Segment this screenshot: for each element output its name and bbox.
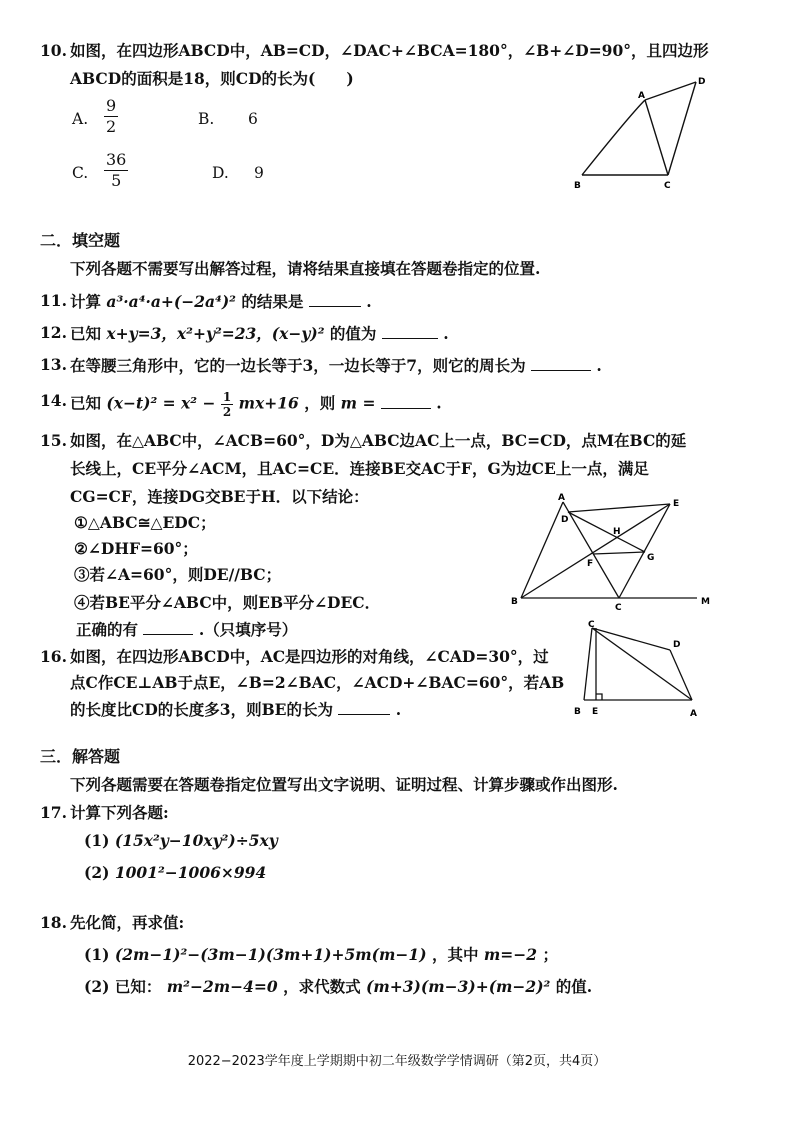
q14-text (70, 390, 442, 419)
q16-figure (568, 620, 708, 720)
q15-answer-blank[interactable] (143, 618, 193, 635)
q14-expression-left: (x−t)² = x² − (106, 393, 216, 413)
q16-line3-text: 的长度比CD的长度多3，则BE的长为 (70, 700, 333, 719)
q14-fraction-denominator: 2 (222, 405, 232, 419)
q18-part1-after: ，其中 (431, 945, 479, 964)
q16-line2: 点C作CE⊥AB于点E，∠B=2∠BAC，∠ACD+∠BAC=60°，若AB (70, 673, 565, 692)
q18-part2 (84, 976, 592, 998)
q18-part1-condition: m=−2 (483, 945, 538, 964)
q18-number: 18. (40, 913, 67, 932)
page-footer: 2022−2023学年度上学期期中初二年级数学学情调研（第2页，共4页） (187, 1054, 607, 1069)
q13-end: . (596, 356, 602, 375)
q15-line3: CG=CF，连接DG交BE于H．以下结论： (70, 487, 369, 506)
q13-text (70, 354, 602, 377)
q12-end: . (443, 324, 449, 343)
q10-option-a-denominator: 2 (106, 117, 117, 136)
q12-text-before: 已知 (70, 324, 102, 343)
q16-label-c: C (588, 620, 595, 630)
q18-part2-before: 已知： (114, 977, 162, 996)
q14-variable: m = (340, 393, 376, 413)
q11-answer-blank[interactable] (309, 290, 361, 307)
q15-conclusion-3: ③若∠A=60°，则DE//BC； (74, 565, 282, 584)
q12-text (70, 322, 449, 345)
q15-label-g: G (647, 553, 655, 563)
q17-part2 (84, 862, 266, 884)
q10-option-c-fraction (104, 150, 128, 191)
q13-number: 13. (40, 355, 67, 374)
q10-label-b: B (574, 181, 581, 191)
q15-conclusion-2: ②∠DHF=60°； (74, 539, 198, 558)
q14-text-after: ，则 (304, 393, 336, 413)
q17-part1-expression: (15x²y−10xy²)÷5xy (114, 831, 278, 850)
q16-answer-blank[interactable] (338, 698, 390, 715)
section2-title: 二．填空题 (40, 231, 121, 250)
q13-answer-blank[interactable] (531, 354, 591, 371)
q14-fraction-numerator: 1 (222, 390, 232, 404)
q15-label-h: H (613, 527, 621, 537)
q11-expression: a³·a⁴·a+(−2a⁴)² (106, 292, 236, 311)
q16-edge-ca (592, 628, 692, 700)
q15-label-e: E (673, 499, 680, 509)
q18-text: 先化简，再求值: (70, 913, 185, 932)
q16-edge-cd (592, 628, 670, 650)
q15-edge-de (568, 504, 670, 512)
q15-edge-be (521, 504, 670, 598)
q15-number: 15. (40, 431, 67, 450)
q15-answer-before: 正确的有 (76, 620, 139, 639)
q15-line1: 如图，在△ABC中，∠ACB=60°，D为△ABC边AC上一点，BC=CD，点M在BC的延 (70, 431, 687, 450)
q15-line2: 长线上，CE平分∠ACM，且AC=CE．连接BE交AC于F，G为边CE上一点，满足 (70, 459, 649, 478)
q18-part2-middle: ，求代数式 (283, 977, 361, 996)
q18-part1-expression: (2m−1)²−(3m−1)(3m+1)+5m(m−1) (114, 945, 427, 964)
section3-description: 下列各题需要在答题卷指定位置写出文字说明、证明过程、计算步骤或作出图形. (70, 775, 618, 794)
q16-label-a: A (690, 709, 697, 719)
q15-label-m: M (701, 597, 710, 607)
q10-edge-ab (582, 100, 645, 175)
q10-option-d-label: D. (212, 164, 229, 182)
q14-end: . (436, 393, 442, 413)
q16-edge-cb (584, 628, 592, 700)
q16-line3 (70, 698, 401, 721)
q10-label-d: D (698, 77, 706, 87)
q12-expression: x+y=3，x²+y²=23，(x−y)² (106, 324, 325, 343)
q18-part1 (84, 944, 558, 966)
q18-part2-label: (2) (84, 977, 110, 996)
q10-edge-cd (668, 82, 696, 175)
q15-label-a: A (558, 493, 565, 503)
q11-text-before: 计算 (70, 292, 102, 311)
q15-conclusion-1: ①△ABC≅△EDC； (74, 513, 216, 532)
q18-part2-end: 的值. (555, 977, 593, 996)
q11-text (70, 290, 372, 313)
q14-answer-blank[interactable] (381, 392, 431, 409)
q16-label-e: E (592, 707, 599, 717)
q10-number: 10. (40, 41, 67, 60)
q14-expression-right: mx+16 (238, 393, 299, 413)
q11-text-after: 的结果是 (241, 292, 304, 311)
q18-part1-end: ； (542, 945, 558, 964)
q16-label-d: D (673, 640, 681, 650)
q10-option-a-label: A. (72, 110, 89, 128)
q17-part1 (84, 830, 278, 852)
q14-text-before: 已知 (70, 393, 102, 413)
q15-label-c: C (615, 603, 622, 613)
q16-number: 16. (40, 647, 67, 666)
q10-edge-ac (645, 100, 668, 175)
q10-option-d-value: 9 (254, 164, 264, 182)
section2-description: 下列各题不需要写出解答过程，请将结果直接填在答题卷指定的位置. (70, 259, 541, 278)
q17-part1-label: (1) (84, 831, 110, 850)
q15-label-f: F (587, 559, 594, 569)
q15-answer-after: .（只填序号） (198, 620, 298, 639)
q15-label-b: B (511, 597, 518, 607)
q12-number: 12. (40, 323, 67, 342)
q17-part2-expression: 1001²−1006×994 (114, 863, 267, 882)
q10-option-c-label: C. (72, 164, 89, 182)
q10-option-a-numerator: 9 (106, 96, 117, 115)
q15-edge-ba (521, 502, 563, 598)
q11-number: 11. (40, 291, 67, 310)
q15-conclusion-4: ④若BE平分∠ABC中，则EB平分∠DEC． (74, 593, 381, 612)
q11-end: . (366, 292, 372, 311)
q15-figure (505, 490, 725, 615)
q10-option-b-value: 6 (248, 110, 258, 128)
q14-number: 14. (40, 391, 67, 410)
q15-edge-ac (563, 502, 619, 598)
q10-label-c: C (664, 181, 671, 191)
q15-edge-fg (593, 552, 645, 554)
q15-edge-ce (619, 504, 670, 598)
q13-text-body: 在等腰三角形中，它的一边长等于3，一边长等于7，则它的周长为 (70, 356, 526, 375)
q10-line1: 如图，在四边形ABCD中，AB=CD，∠DAC+∠BCA=180°，∠B+∠D=90°，且四边形 (70, 41, 709, 60)
q16-end: . (395, 700, 402, 719)
q10-option-b-label: B. (198, 110, 215, 128)
q10-edge-ad (645, 82, 696, 100)
q16-label-b: B (574, 707, 581, 717)
q18-part2-condition: m²−2m−4=0 (166, 977, 278, 996)
q12-text-after: 的值为 (329, 324, 377, 343)
q15-answer-line (76, 618, 297, 641)
q17-part2-label: (2) (84, 863, 110, 882)
q14-fraction (221, 390, 233, 419)
q10-label-a: A (638, 91, 645, 101)
q16-line1: 如图，在四边形ABCD中，AC是四边形的对角线，∠CAD=30°，过 (70, 647, 549, 666)
q10-option-c-denominator: 5 (111, 171, 122, 190)
q17-text: 计算下列各题: (70, 803, 169, 822)
q18-part1-label: (1) (84, 945, 110, 964)
q12-answer-blank[interactable] (382, 322, 438, 339)
section3-title: 三．解答题 (40, 747, 121, 766)
q17-number: 17. (40, 803, 67, 822)
q18-part2-expression: (m+3)(m−3)+(m−2)² (366, 977, 551, 996)
q16-right-angle-mark (596, 694, 602, 700)
q10-figure (570, 70, 720, 195)
q15-edge-dg (568, 512, 645, 552)
q10-option-c-numerator: 36 (106, 150, 127, 169)
q10-line2: ABCD的面积是18，则CD的长为( ) (70, 69, 354, 88)
q10-option-a-fraction (104, 96, 118, 137)
q15-label-d: D (561, 515, 569, 525)
